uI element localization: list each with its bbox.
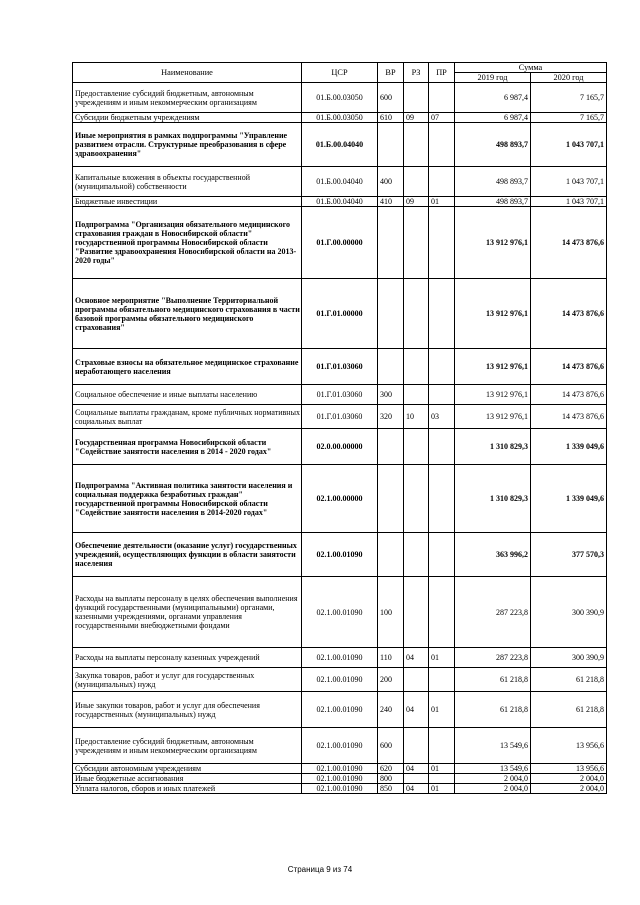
header-csr: ЦСР	[302, 63, 378, 83]
cell-name: Субсидии бюджетным учреждениям	[73, 113, 302, 123]
cell-rz	[404, 167, 429, 197]
cell-rz	[404, 577, 429, 648]
cell-csr: 02.1.00.01090	[302, 784, 378, 794]
cell-rz	[404, 728, 429, 764]
cell-rz: 04	[404, 692, 429, 728]
cell-v2019: 6 987,4	[455, 113, 531, 123]
cell-v2019: 13 912 976,1	[455, 207, 531, 279]
cell-pr	[429, 167, 455, 197]
cell-pr	[429, 465, 455, 533]
header-2019: 2019 год	[455, 73, 531, 83]
cell-v2020: 14 473 876,6	[531, 279, 607, 349]
cell-vr: 800	[378, 774, 404, 784]
cell-v2020: 61 218,8	[531, 692, 607, 728]
cell-rz: 09	[404, 197, 429, 207]
cell-name: Обеспечение деятельности (оказание услуг) государственных учреждений, осуществляющих функции в области занятости населения	[73, 533, 302, 577]
cell-rz	[404, 429, 429, 465]
cell-pr: 01	[429, 692, 455, 728]
cell-vr	[378, 123, 404, 167]
table-row	[73, 533, 607, 577]
cell-v2020: 300 390,9	[531, 577, 607, 648]
table-row	[73, 197, 607, 207]
cell-csr: 01.Б.00.03050	[302, 113, 378, 123]
cell-vr	[378, 207, 404, 279]
cell-v2020: 2 004,0	[531, 784, 607, 794]
cell-csr: 02.1.00.01090	[302, 774, 378, 784]
cell-pr	[429, 577, 455, 648]
cell-v2020: 14 473 876,6	[531, 385, 607, 405]
cell-rz	[404, 83, 429, 113]
table-body	[73, 83, 607, 794]
table-row	[73, 774, 607, 784]
cell-v2019: 498 893,7	[455, 197, 531, 207]
cell-vr: 100	[378, 577, 404, 648]
cell-v2020: 7 165,7	[531, 83, 607, 113]
table-row	[73, 405, 607, 429]
header-name: Наименование	[73, 63, 302, 83]
table-row	[73, 113, 607, 123]
table-row	[73, 728, 607, 764]
cell-pr	[429, 207, 455, 279]
cell-csr: 02.1.00.01090	[302, 577, 378, 648]
table-row	[73, 279, 607, 349]
header-2020: 2020 год	[531, 73, 607, 83]
cell-csr: 02.1.00.00000	[302, 465, 378, 533]
cell-v2020: 1 043 707,1	[531, 167, 607, 197]
cell-pr	[429, 533, 455, 577]
cell-v2019: 13 912 976,1	[455, 405, 531, 429]
cell-csr: 01.Г.00.00000	[302, 207, 378, 279]
cell-pr	[429, 774, 455, 784]
cell-name: Иные бюджетные ассигнования	[73, 774, 302, 784]
cell-pr: 07	[429, 113, 455, 123]
cell-name: Социальные выплаты гражданам, кроме публичных нормативных социальных выплат	[73, 405, 302, 429]
cell-v2019: 498 893,7	[455, 123, 531, 167]
table-row	[73, 207, 607, 279]
cell-v2019: 2 004,0	[455, 784, 531, 794]
cell-name: Иные мероприятия в рамках подпрограммы "Управление развитием отрасли. Структурные преобразования в сфере здравоохранения"	[73, 123, 302, 167]
cell-rz	[404, 349, 429, 385]
cell-pr	[429, 83, 455, 113]
cell-v2019: 13 912 976,1	[455, 279, 531, 349]
cell-vr: 400	[378, 167, 404, 197]
cell-pr	[429, 349, 455, 385]
cell-v2020: 7 165,7	[531, 113, 607, 123]
cell-vr: 600	[378, 83, 404, 113]
cell-csr: 02.0.00.00000	[302, 429, 378, 465]
table-row	[73, 167, 607, 197]
cell-v2019: 13 912 976,1	[455, 385, 531, 405]
cell-vr: 410	[378, 197, 404, 207]
cell-vr: 320	[378, 405, 404, 429]
cell-v2020: 14 473 876,6	[531, 405, 607, 429]
cell-rz: 04	[404, 648, 429, 668]
table-row	[73, 648, 607, 668]
cell-vr: 600	[378, 728, 404, 764]
cell-rz: 04	[404, 784, 429, 794]
cell-name: Закупка товаров, работ и услуг для государственных (муниципальных) нужд	[73, 668, 302, 692]
cell-rz	[404, 207, 429, 279]
cell-csr: 01.Г.01.03060	[302, 385, 378, 405]
cell-v2019: 61 218,8	[455, 692, 531, 728]
cell-vr: 240	[378, 692, 404, 728]
cell-v2019: 13 549,6	[455, 764, 531, 774]
cell-vr	[378, 429, 404, 465]
cell-csr: 02.1.00.01090	[302, 728, 378, 764]
cell-name: Подпрограмма "Активная политика занятости населения и социальная поддержка безработных граждан" государственной программы Новосибирской области "Содействие занятости населения в 2014-2020 годах"	[73, 465, 302, 533]
table-row	[73, 784, 607, 794]
table-row	[73, 349, 607, 385]
cell-pr	[429, 123, 455, 167]
cell-pr	[429, 429, 455, 465]
cell-vr: 610	[378, 113, 404, 123]
cell-name: Государственная программа Новосибирской области "Содействие занятости населения в 2014 - 2020 годах"	[73, 429, 302, 465]
cell-vr: 110	[378, 648, 404, 668]
cell-csr: 01.Г.01.03060	[302, 349, 378, 385]
cell-rz	[404, 385, 429, 405]
table-row	[73, 123, 607, 167]
cell-vr	[378, 279, 404, 349]
cell-v2019: 13 912 976,1	[455, 349, 531, 385]
cell-v2019: 1 310 829,3	[455, 429, 531, 465]
cell-v2020: 1 339 049,6	[531, 429, 607, 465]
cell-vr	[378, 465, 404, 533]
cell-rz: 09	[404, 113, 429, 123]
cell-csr: 02.1.00.01090	[302, 692, 378, 728]
cell-v2020: 2 004,0	[531, 774, 607, 784]
cell-rz	[404, 533, 429, 577]
cell-csr: 02.1.00.01090	[302, 764, 378, 774]
cell-name: Предоставление субсидий бюджетным, автономным учреждениям и иным некоммерческим организациям	[73, 728, 302, 764]
cell-v2019: 13 549,6	[455, 728, 531, 764]
cell-v2020: 377 570,3	[531, 533, 607, 577]
cell-v2020: 300 390,9	[531, 648, 607, 668]
cell-rz: 10	[404, 405, 429, 429]
cell-name: Бюджетные инвестиции	[73, 197, 302, 207]
cell-name: Расходы на выплаты персоналу казенных учреждений	[73, 648, 302, 668]
cell-vr	[378, 533, 404, 577]
header-vr: ВР	[378, 63, 404, 83]
table-row	[73, 577, 607, 648]
cell-pr: 01	[429, 764, 455, 774]
cell-rz	[404, 279, 429, 349]
cell-rz: 04	[404, 764, 429, 774]
cell-csr: 01.Б.00.04040	[302, 123, 378, 167]
cell-name: Основное мероприятие "Выполнение Территориальной программы обязательного медицинского страхования в части базовой программы обязательного медицинского страхования"	[73, 279, 302, 349]
table-row	[73, 83, 607, 113]
table-row	[73, 764, 607, 774]
cell-csr: 02.1.00.01090	[302, 668, 378, 692]
cell-v2019: 6 987,4	[455, 83, 531, 113]
cell-csr: 01.Б.00.03050	[302, 83, 378, 113]
cell-pr	[429, 728, 455, 764]
cell-v2019: 287 223,8	[455, 577, 531, 648]
table-row	[73, 668, 607, 692]
cell-v2020: 1 043 707,1	[531, 197, 607, 207]
cell-name: Социальное обеспечение и иные выплаты населению	[73, 385, 302, 405]
cell-rz	[404, 774, 429, 784]
cell-pr: 01	[429, 648, 455, 668]
cell-v2019: 61 218,8	[455, 668, 531, 692]
cell-v2019: 2 004,0	[455, 774, 531, 784]
cell-pr	[429, 385, 455, 405]
header-pr: ПР	[429, 63, 455, 83]
table-row	[73, 692, 607, 728]
cell-name: Капитальные вложения в объекты государственной (муниципальной) собственности	[73, 167, 302, 197]
cell-v2020: 1 339 049,6	[531, 465, 607, 533]
cell-v2019: 287 223,8	[455, 648, 531, 668]
cell-vr: 300	[378, 385, 404, 405]
cell-rz	[404, 465, 429, 533]
header-rz: РЗ	[404, 63, 429, 83]
budget-table	[72, 62, 607, 794]
cell-name: Уплата налогов, сборов и иных платежей	[73, 784, 302, 794]
cell-name: Подпрограмма "Организация обязательного медицинского страхования граждан в Новосибирской области" государственной программы Новосибирской области "Развитие здравоохранения Новосибирской области на 2013-2020 годы"	[73, 207, 302, 279]
table-row	[73, 465, 607, 533]
cell-pr	[429, 279, 455, 349]
cell-name: Субсидии автономным учреждениям	[73, 764, 302, 774]
cell-v2020: 13 956,6	[531, 764, 607, 774]
cell-vr	[378, 349, 404, 385]
page-footer: Страница 9 из 74	[287, 865, 353, 874]
cell-name: Предоставление субсидий бюджетным, автономным учреждениям и иным некоммерческим организациям	[73, 83, 302, 113]
cell-name: Расходы на выплаты персоналу в целях обеспечения выполнения функций государственными (муниципальными) органами, казенными учреждениями, органами управления государственными внебюджетными фондами	[73, 577, 302, 648]
cell-pr: 01	[429, 197, 455, 207]
cell-v2020: 1 043 707,1	[531, 123, 607, 167]
table-row	[73, 429, 607, 465]
cell-pr	[429, 668, 455, 692]
cell-csr: 01.Г.01.00000	[302, 279, 378, 349]
cell-v2019: 1 310 829,3	[455, 465, 531, 533]
cell-v2020: 13 956,6	[531, 728, 607, 764]
cell-csr: 01.Г.01.03060	[302, 405, 378, 429]
cell-v2020: 14 473 876,6	[531, 207, 607, 279]
cell-csr: 01.Б.00.04040	[302, 197, 378, 207]
cell-rz	[404, 668, 429, 692]
cell-name: Иные закупки товаров, работ и услуг для обеспечения государственных (муниципальных) нужд	[73, 692, 302, 728]
cell-vr: 620	[378, 764, 404, 774]
cell-pr: 03	[429, 405, 455, 429]
cell-name: Страховые взносы на обязательное медицинское страхование неработающего населения	[73, 349, 302, 385]
cell-csr: 01.Б.00.04040	[302, 167, 378, 197]
cell-vr: 200	[378, 668, 404, 692]
header-sum: Сумма	[455, 63, 607, 73]
cell-v2020: 61 218,8	[531, 668, 607, 692]
table-row	[73, 385, 607, 405]
cell-v2019: 363 996,2	[455, 533, 531, 577]
cell-csr: 02.1.00.01090	[302, 648, 378, 668]
cell-v2019: 498 893,7	[455, 167, 531, 197]
cell-csr: 02.1.00.01090	[302, 533, 378, 577]
cell-v2020: 14 473 876,6	[531, 349, 607, 385]
cell-vr: 850	[378, 784, 404, 794]
cell-pr: 01	[429, 784, 455, 794]
cell-rz	[404, 123, 429, 167]
